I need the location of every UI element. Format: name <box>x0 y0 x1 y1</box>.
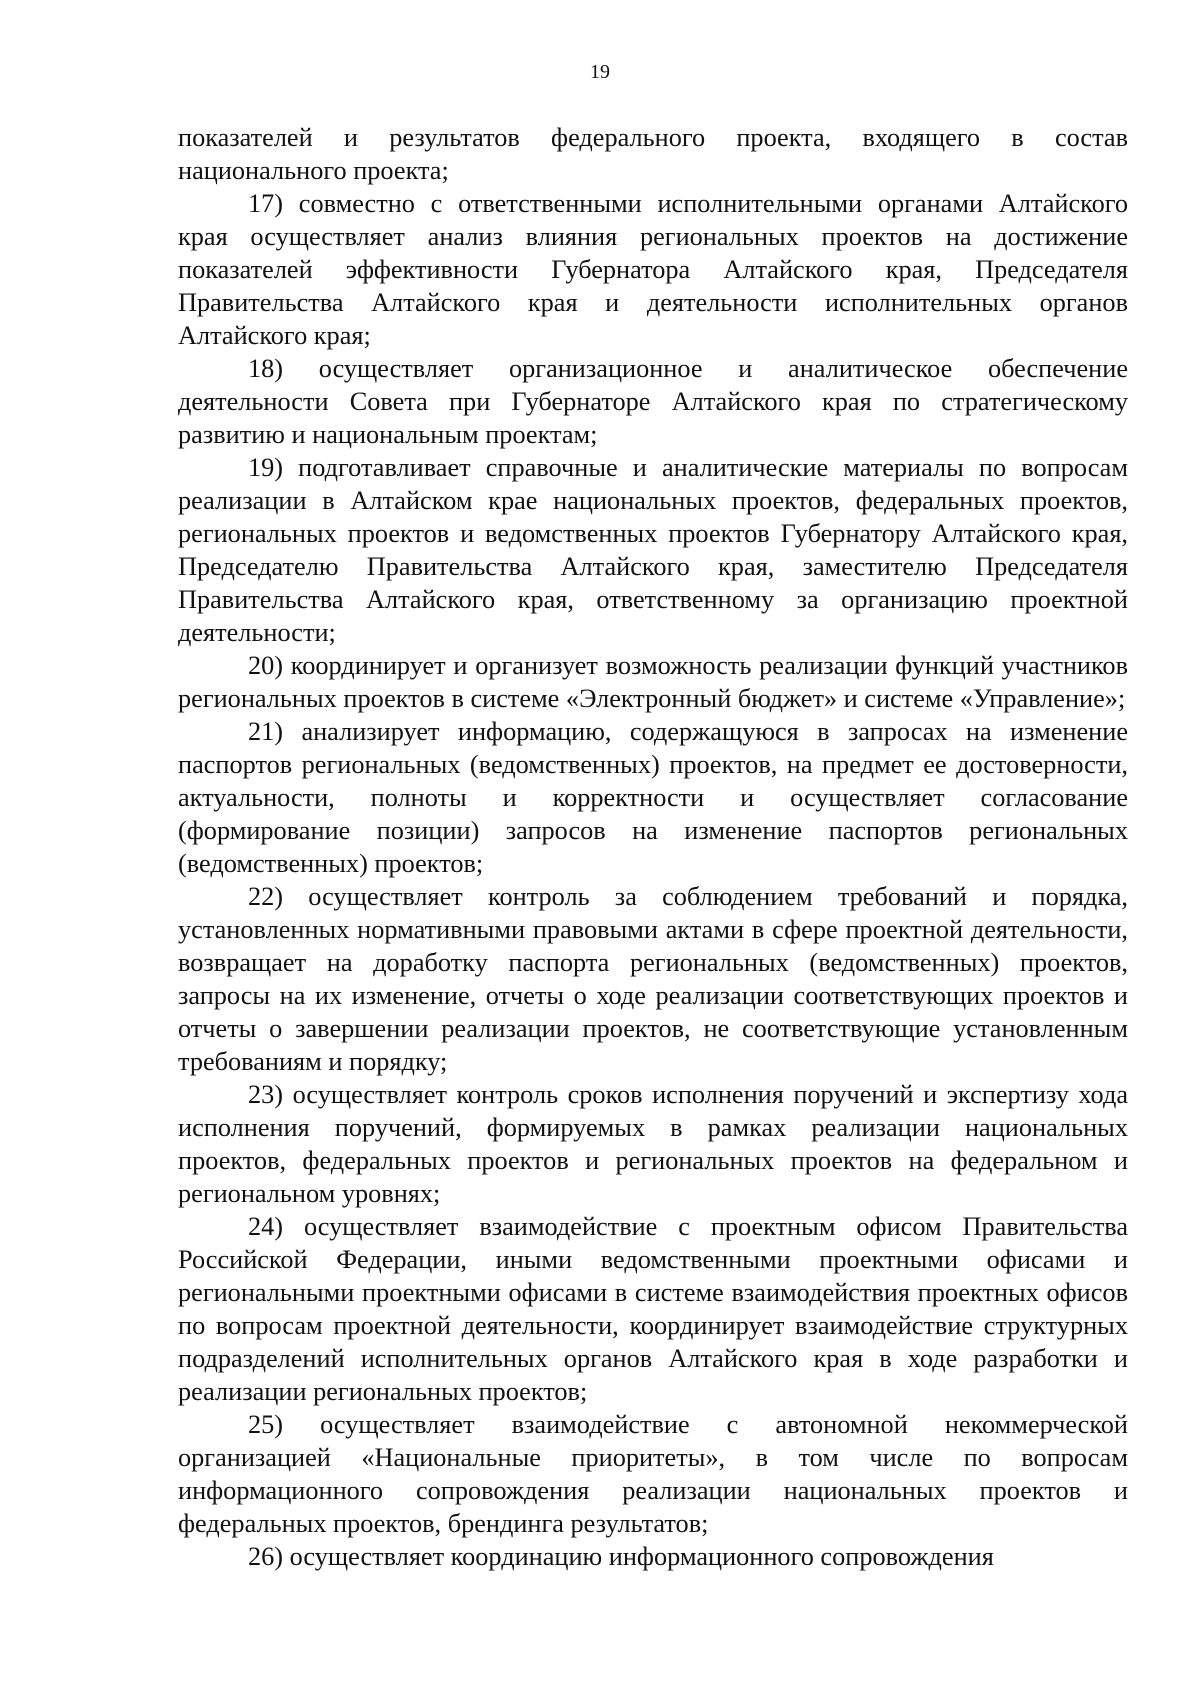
paragraph-item-23: 23) осуществляет контроль сроков исполнения поручений и экспертизу хода исполнения поручений, формируемых в рамках реализации национальных проектов, федеральных проектов и региональных проектов на федеральном и региональном уровнях; <box>178 1080 1128 1208</box>
paragraph-item-18: 18) осуществляет организационное и аналитическое обеспечение деятельности Совета при Губернаторе Алтайского края по стратегическому развитию и национальным проектам; <box>178 354 1128 449</box>
paragraph-item-20: 20) координирует и организует возможность реализации функций участников региональных проектов в системе «Электронный бюджет» и системе «Управление»; <box>178 651 1128 713</box>
document-body <box>178 121 1128 1573</box>
paragraph-item-22: 22) осуществляет контроль за соблюдением требований и порядка, установленных нормативными правовыми актами в сфере проектной деятельности, возвращает на доработку паспорта региональных (ведомственных) проектов, запросы на их изменение, отчеты о ходе реализации соответствующих проектов и отчеты о завершении реализации проектов, не соответствующие установленным требованиям и порядку; <box>178 882 1128 1076</box>
paragraph-item-25: 25) осуществляет взаимодействие с автономной некоммерческой организацией «Национальные приоритеты», в том числе по вопросам информационного сопровождения реализации национальных проектов и федеральных проектов, брендинга результатов; <box>178 1410 1128 1538</box>
paragraph-item-26: 26) осуществляет координацию информационного сопровождения <box>248 1542 994 1571</box>
paragraph-item-24: 24) осуществляет взаимодействие с проектным офисом Правительства Российской Федерации, иными ведомственными проектными офисами и региональными проектными офисами в системе взаимодействия проектных офисов по вопросам проектной деятельности, координирует взаимодействие структурных подразделений исполнительных органов Алтайского края в ходе разработки и реализации региональных проектов; <box>178 1212 1128 1406</box>
paragraph-item-19: 19) подготавливает справочные и аналитические материалы по вопросам реализации в Алтайском крае национальных проектов, федеральных проектов, региональных проектов и ведомственных проектов Губернатору Алтайского края, Председателю Правительства Алтайского края, заместителю Председателя Правительства Алтайского края, ответственному за организацию проектной деятельности; <box>178 453 1128 647</box>
page-number: 19 <box>590 61 610 83</box>
paragraph-item-21: 21) анализирует информацию, содержащуюся в запросах на изменение паспортов региональных (ведомственных) проектов, на предмет ее достоверности, актуальности, полноты и корректности и осуществляет согласование (формирование позиции) запросов на изменение паспортов региональных (ведомственных) проектов; <box>178 717 1128 878</box>
paragraph-continuation: показателей и результатов федерального проекта, входящего в состав национального проекта; <box>178 123 1128 185</box>
paragraph-item-17: 17) совместно с ответственными исполнительными органами Алтайского края осуществляет анализ влияния региональных проектов на достижение показателей эффективности Губернатора Алтайского края, Председателя Правительства Алтайского края и деятельности исполнительных органов Алтайского края; <box>178 189 1128 350</box>
